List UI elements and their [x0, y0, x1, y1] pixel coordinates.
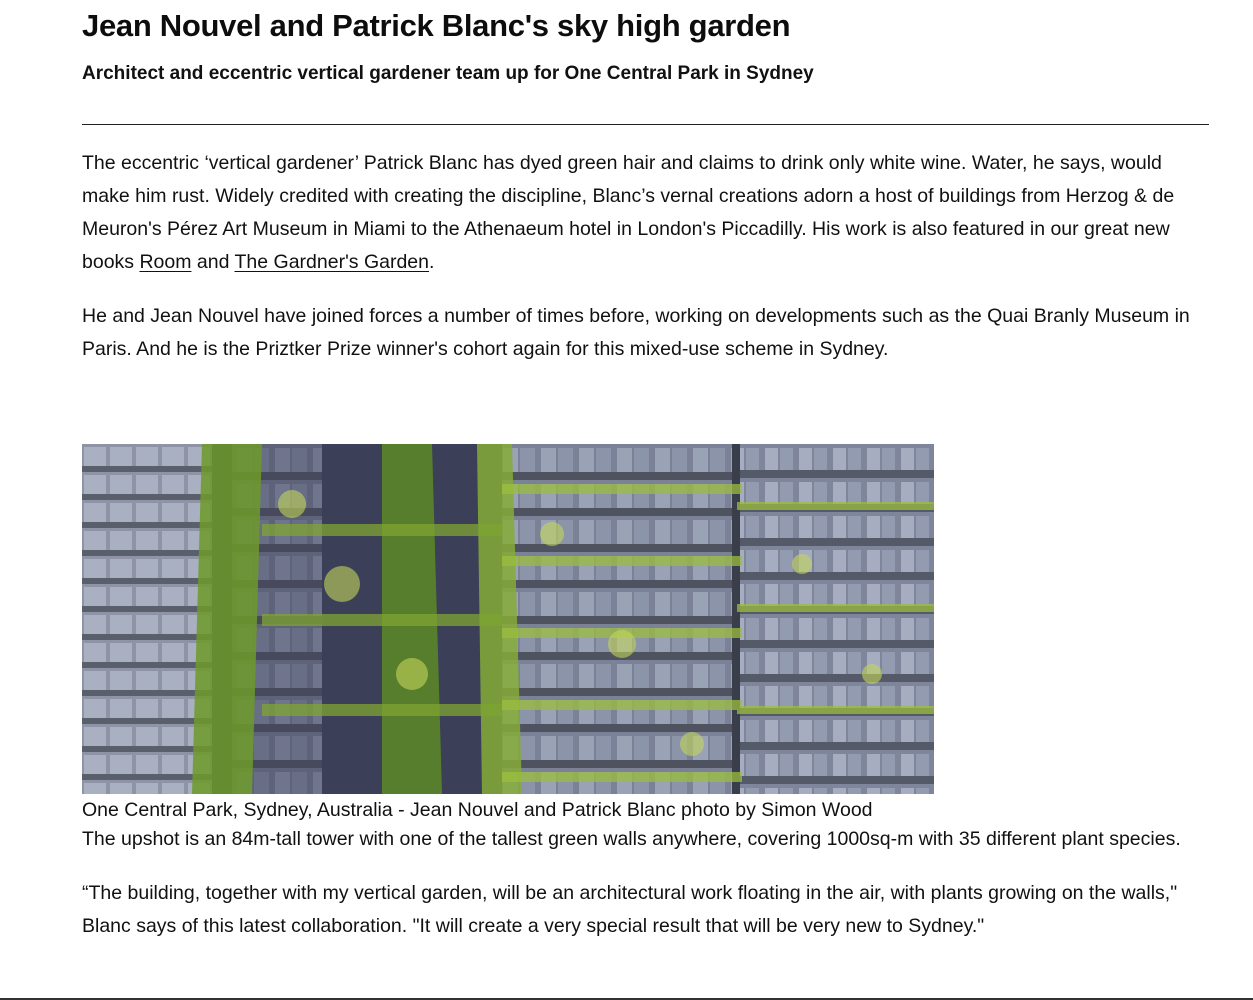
- divider-rule: [82, 124, 1209, 125]
- paragraph-intro-text-a: The eccentric ‘vertical gardener’ Patrick Blanc has dyed green hair and claims to drink only white wine. Water, he says, would make him rust. Widely credited with creating the discipline, Blanc’s vernal creations adorn a host of buildings from Herzog & de Meuron's Pérez Art Museum in Miami to the Athenaeum hotel in London's Piccadilly. His work is also featured in our great new books: [82, 152, 1175, 273]
- paragraph-collaboration: He and Jean Nouvel have joined forces a number of times before, working on developments such as the Quai Branly Museum in Paris. And he is the Priztker Prize winner's cohort again for this mixed-use scheme in Sydney.: [82, 305, 1190, 360]
- room-book-link[interactable]: Room: [139, 251, 192, 273]
- paragraph-intro-text-c: .: [429, 251, 435, 273]
- article: [82, 0, 1210, 943]
- paragraph-intro: [82, 147, 1210, 279]
- image-caption: One Central Park, Sydney, Australia - Jean Nouvel and Patrick Blanc photo by Simon Wood: [82, 799, 873, 821]
- paragraph-upshot: The upshot is an 84m-tall tower with one of the tallest green walls anywhere, covering 1000sq-m with 35 different plant species.: [82, 828, 1181, 850]
- article-standfirst: Architect and eccentric vertical gardener team up for One Central Park in Sydney: [82, 63, 814, 84]
- gardners-garden-book-link[interactable]: The Gardner's Garden: [234, 251, 430, 273]
- article-photo: [82, 444, 934, 794]
- article-headline: Jean Nouvel and Patrick Blanc's sky high garden: [82, 8, 791, 43]
- paragraph-intro-text-b: and: [191, 251, 235, 273]
- building-green-wall-illustration: [82, 444, 934, 794]
- paragraph-quote: “The building, together with my vertical garden, will be an architectural work floating in the air, with plants growing on the walls," Blanc says of this latest collaboration. "It will create a very special result that will be very new to Sydney.": [82, 882, 1178, 937]
